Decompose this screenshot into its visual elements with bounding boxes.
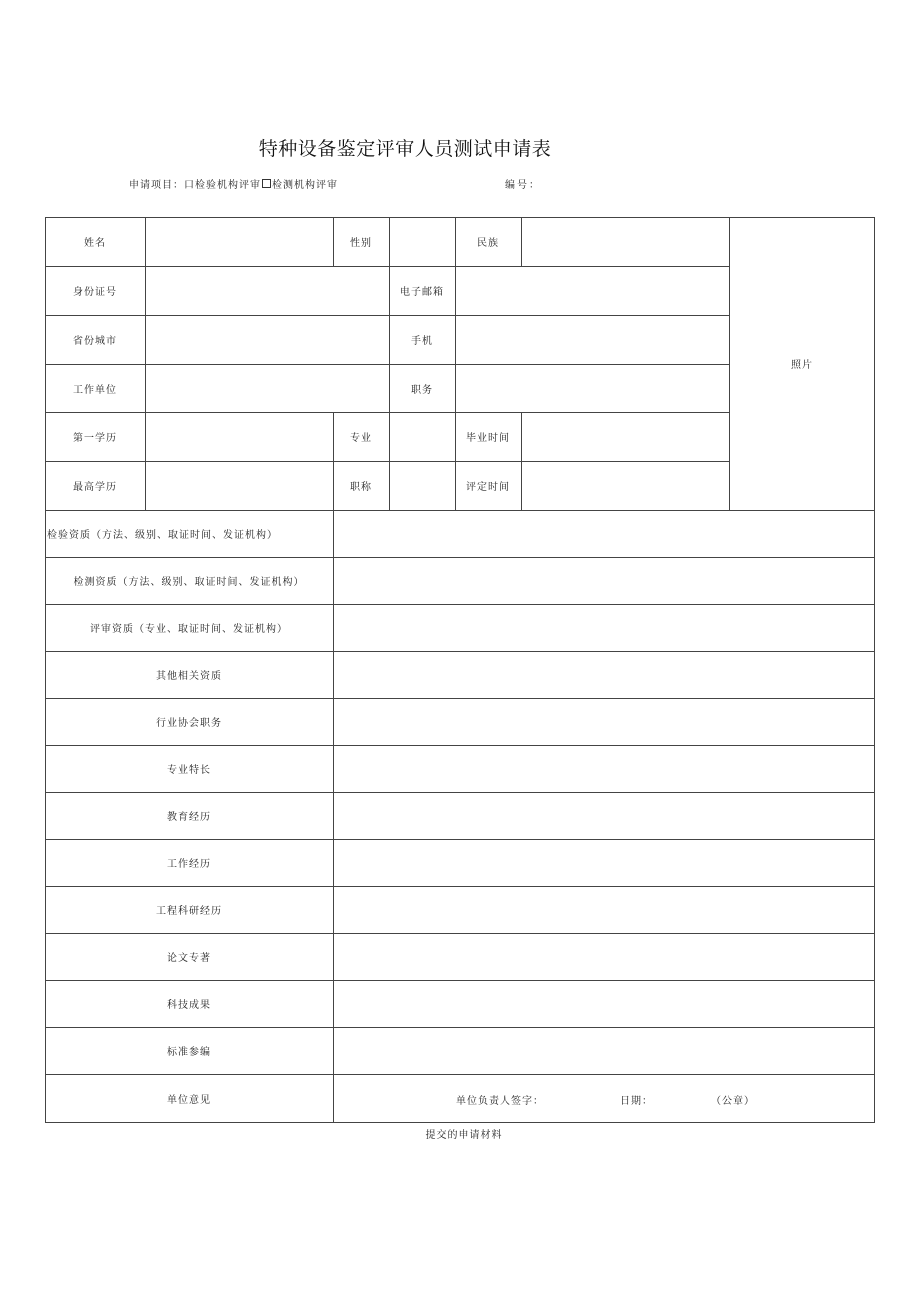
- employer-label: 工作单位: [73, 384, 117, 396]
- mobile-label: 手机: [411, 336, 433, 347]
- title-rank-label: 职称: [350, 482, 372, 493]
- form-title: 特种设备鉴定评审人员测试申请表: [258, 138, 552, 160]
- id-number-input[interactable]: [146, 267, 389, 315]
- section-label-expertise: 专业特长: [167, 765, 211, 776]
- province-city-input[interactable]: [146, 316, 389, 364]
- seal-label: （公章）: [711, 1096, 755, 1107]
- name-label: 姓名: [84, 238, 106, 249]
- email-input[interactable]: [456, 267, 729, 315]
- section-input-work-experience[interactable]: [334, 840, 874, 886]
- signature-label: 单位负责人签字：: [456, 1096, 544, 1107]
- first-degree-input[interactable]: [146, 413, 333, 461]
- application-item-line: [129, 176, 338, 191]
- province-city-label: 省份城市: [73, 336, 117, 347]
- section-label-standards: 标准参编: [167, 1047, 211, 1058]
- position-label: 职务: [411, 384, 433, 396]
- section-label-inspection-qualification: 检验资质（方法、级别、取证时间、发证机构）: [47, 530, 278, 541]
- section-input-standards[interactable]: [334, 1028, 874, 1074]
- section-input-inspection-qualification[interactable]: [334, 511, 874, 557]
- section-label-work-experience: 工作经历: [167, 859, 211, 870]
- unit-opinion-area[interactable]: [333, 1075, 875, 1122]
- section-label-unit-opinion: 单位意见: [167, 1094, 211, 1106]
- section-input-other-qualifications[interactable]: [334, 652, 874, 698]
- section-input-education[interactable]: [334, 793, 874, 839]
- number-label: 编号：: [505, 180, 541, 191]
- section-label-testing-qualification: 检测资质（方法、级别、取证时间、发证机构）: [73, 577, 305, 588]
- graduation-time-label: 毕业时间: [466, 433, 510, 444]
- section-label-education: 教育经历: [167, 812, 211, 823]
- ethnicity-input[interactable]: [522, 218, 729, 266]
- section-input-expertise[interactable]: [334, 746, 874, 792]
- gender-input[interactable]: [390, 218, 455, 266]
- major-label: 专业: [350, 433, 372, 444]
- section-label-other-qualifications: 其他相关资质: [156, 671, 222, 682]
- highest-degree-label: 最高学历: [73, 482, 117, 493]
- gender-label: 性别: [350, 238, 372, 249]
- section-input-testing-qualification[interactable]: [334, 558, 874, 604]
- email-label: 电子邮箱: [400, 287, 444, 298]
- section-input-review-qualification[interactable]: [334, 605, 874, 651]
- section-label-research-experience: 工程科研经历: [156, 906, 222, 917]
- position-input[interactable]: [456, 365, 729, 412]
- rating-time-label: 评定时间: [466, 482, 510, 493]
- testing-review-option-label: 检测机构评审: [272, 180, 338, 191]
- checkbox-testing-review[interactable]: [262, 179, 271, 188]
- major-input[interactable]: [390, 413, 455, 461]
- section-label-publications: 论文专著: [167, 953, 211, 964]
- graduation-time-input[interactable]: [522, 413, 729, 461]
- section-input-achievements[interactable]: [334, 981, 874, 1027]
- employer-input[interactable]: [146, 365, 389, 412]
- ethnicity-label: 民族: [477, 238, 499, 249]
- section-label-achievements: 科技成果: [167, 1000, 211, 1011]
- first-degree-label: 第一学历: [73, 433, 117, 444]
- section-input-research-experience[interactable]: [334, 887, 874, 933]
- id-number-label: 身份证号: [73, 287, 117, 298]
- rating-time-input[interactable]: [522, 462, 729, 510]
- section-input-association-roles[interactable]: [334, 699, 874, 745]
- footer-note: 提交的申请材料: [425, 1130, 503, 1141]
- title-rank-input[interactable]: [390, 462, 455, 510]
- application-item-label: 申请项目：口检验机构评审: [129, 180, 261, 191]
- application-form-table: [45, 217, 875, 1123]
- photo-area[interactable]: 照片: [791, 360, 813, 371]
- name-input[interactable]: [146, 218, 333, 266]
- section-label-review-qualification: 评审资质（专业、取证时间、发证机构）: [90, 624, 288, 635]
- highest-degree-input[interactable]: [146, 462, 333, 510]
- mobile-input[interactable]: [456, 316, 729, 364]
- section-label-association-roles: 行业协会职务: [156, 718, 222, 729]
- date-label: 日期：: [620, 1096, 653, 1107]
- section-input-publications[interactable]: [334, 934, 874, 980]
